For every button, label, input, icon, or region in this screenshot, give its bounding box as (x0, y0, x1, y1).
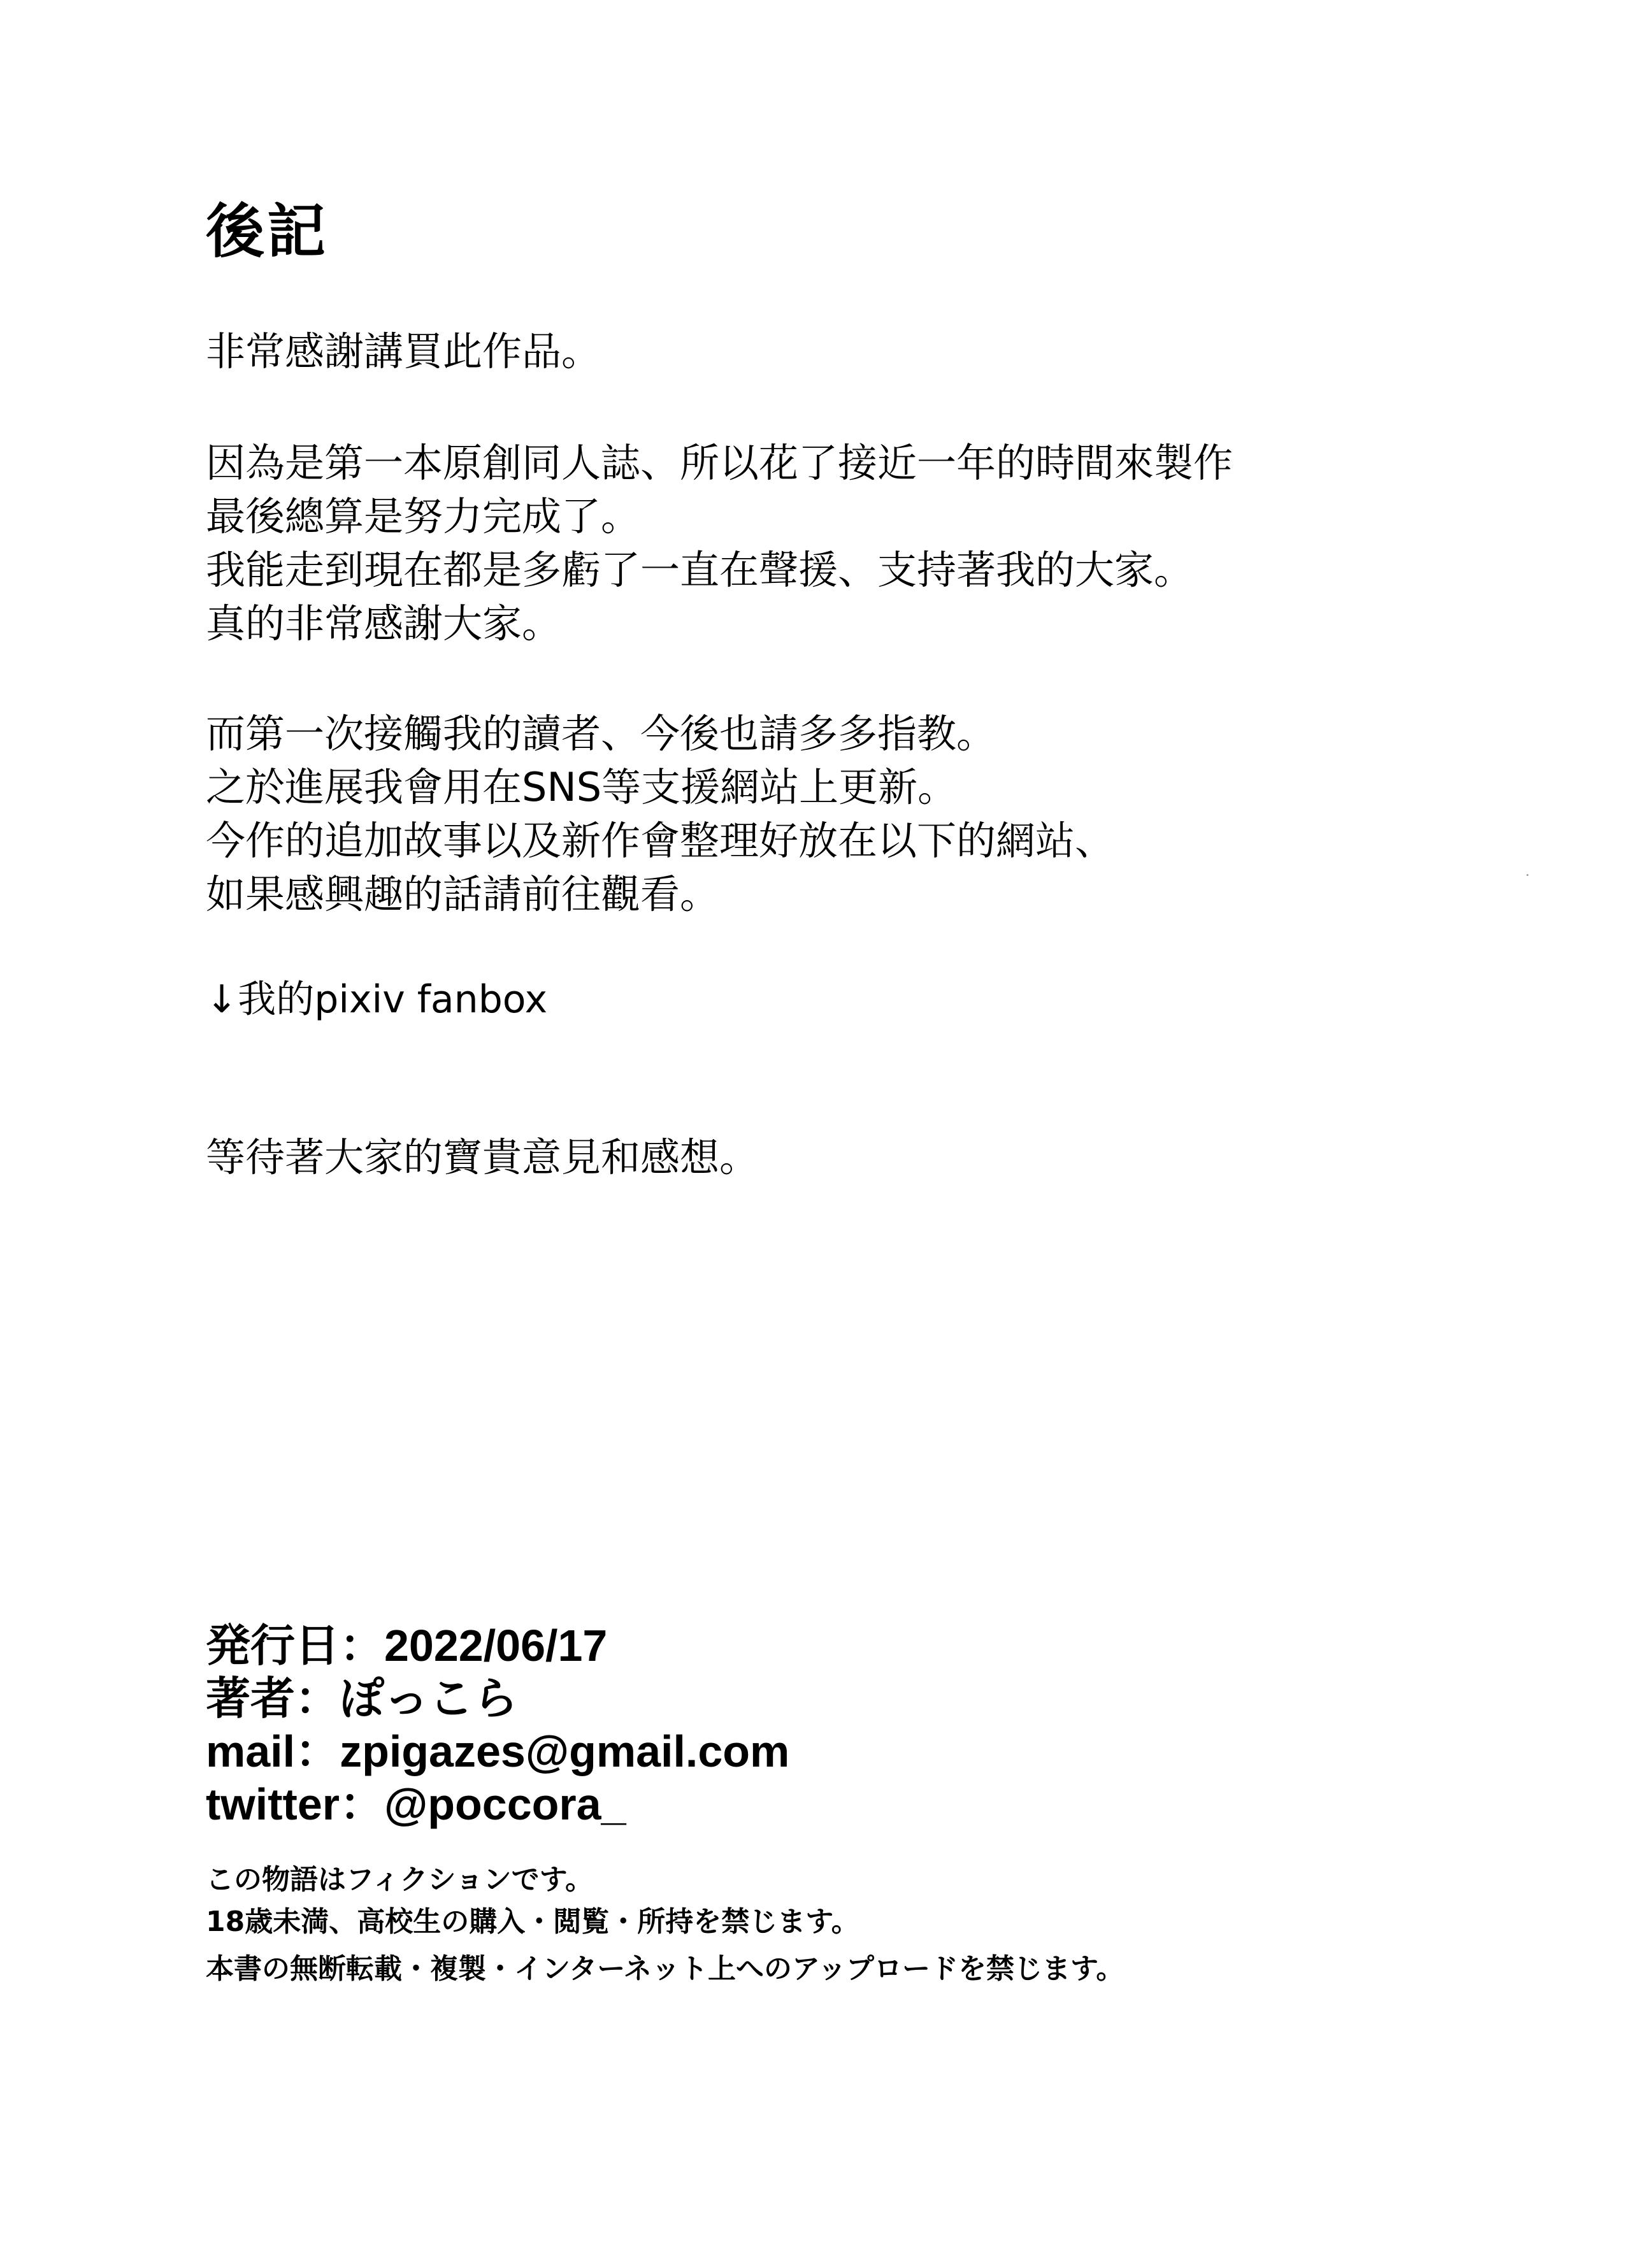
paragraph-line: 我能走到現在都是多虧了一直在聲援、支持著我的大家。 (206, 547, 1194, 593)
print-speck (1527, 874, 1528, 876)
paragraph-line: 因為是第一本原創同人誌、所以花了接近一年的時間來製作 (206, 440, 1233, 486)
page-title: 後記 (206, 197, 329, 266)
author-mail: mail：zpigazes@gmail.com (206, 1726, 790, 1776)
closing-paragraph (206, 1131, 759, 1184)
paragraph-line: 而第一次接觸我的讀者、今後也請多多指教。 (206, 710, 996, 757)
legal-notice (206, 1859, 1124, 1990)
paragraph-line: 最後總算是努力完成了。 (206, 493, 641, 540)
author-name: 著者：ぽっこら (206, 1674, 518, 1723)
paragraph-line: 等待著大家的寶貴意見和感想。 (206, 1134, 759, 1181)
thanks-paragraph (206, 325, 601, 378)
paragraph-line: 非常感謝講買此作品。 (206, 328, 601, 375)
fiction-notice: この物語はフィクションです。 (206, 1863, 594, 1896)
author-twitter: twitter：@poccora_ (206, 1779, 626, 1829)
paragraph-line: 如果感興趣的話請前往觀看。 (206, 871, 720, 917)
story-paragraph (206, 436, 1233, 650)
paragraph-line: 今作的追加故事以及新作會整理好放在以下的網站、 (206, 817, 1115, 864)
fanbox-pointer (206, 973, 547, 1026)
paragraph-line: 之於進展我會用在SNS等支援網站上更新。 (206, 764, 958, 810)
paragraph-line: 真的非常感謝大家。 (206, 600, 562, 647)
colophon (206, 1619, 789, 1831)
fanbox-label: ↓我的pixiv fanbox (206, 977, 548, 1022)
publish-date: 発行日：2022/06/17 (206, 1621, 608, 1670)
copyright-notice: 本書の無断転載・複製・インターネット上へのアップロードを禁じます。 (206, 1953, 1124, 1985)
age-restriction-notice: 18歳未満、高校生の購入・閲覧・所持を禁じます。 (206, 1906, 859, 1938)
readers-paragraph (206, 707, 1114, 921)
